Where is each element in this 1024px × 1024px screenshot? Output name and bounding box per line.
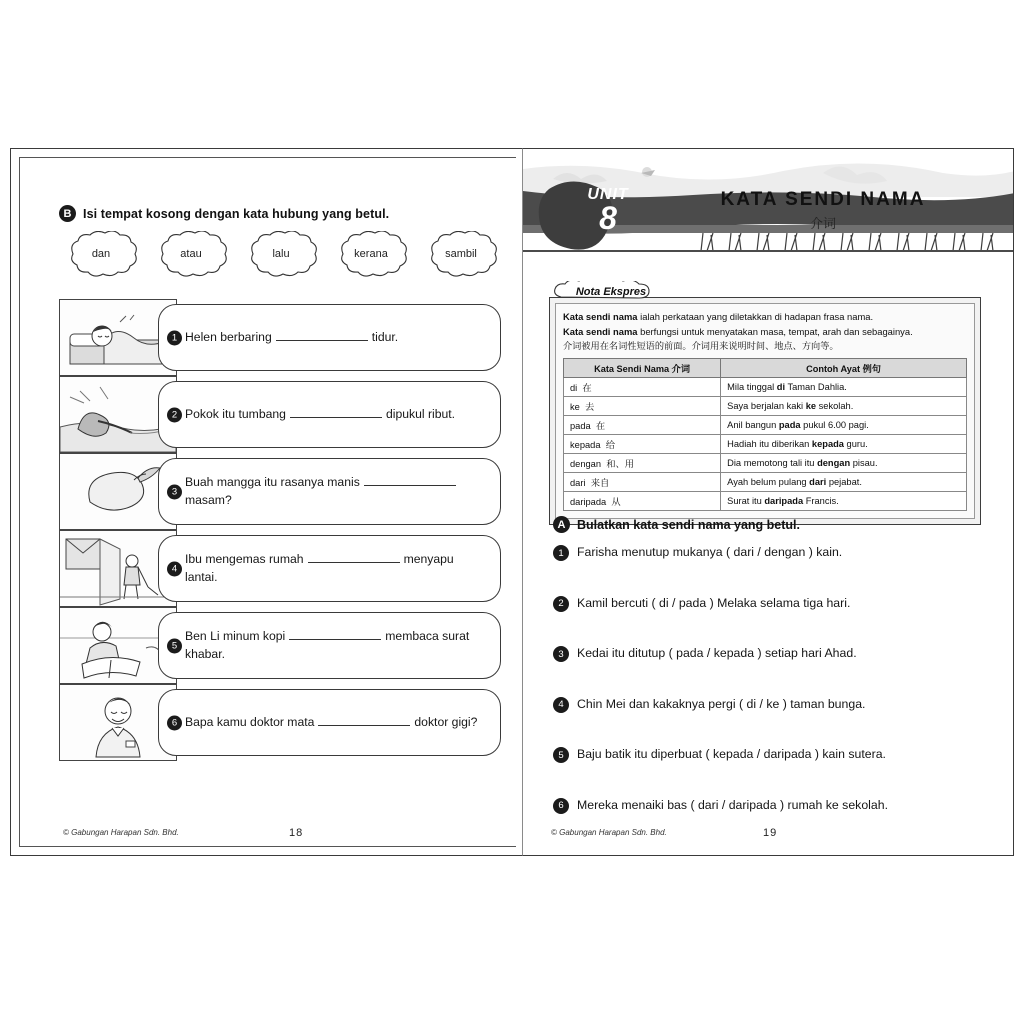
question-text: Kedai itu ditutup ( pada / kepada ) setiap hari Ahad. bbox=[577, 646, 857, 660]
question-row[interactable] bbox=[553, 696, 993, 747]
question-text bbox=[185, 551, 486, 586]
nota-line-2-term: Kata sendi nama bbox=[563, 326, 638, 338]
question-number: 1 bbox=[167, 330, 182, 345]
question-text-post: menyapu lantai. bbox=[185, 551, 454, 584]
table-cell-kata bbox=[564, 435, 721, 454]
nota-line-cn: 介词被用在名词性短语的前面。介词用来说明时间、地点、方向等。 bbox=[563, 341, 839, 352]
question-number: 4 bbox=[167, 561, 182, 576]
table-cell-example: Ayah belum pulang dari pejabat. bbox=[721, 473, 967, 492]
question-row[interactable] bbox=[553, 544, 993, 595]
table-row bbox=[564, 492, 967, 511]
question-number: 6 bbox=[167, 715, 182, 730]
kata-ms: daripada bbox=[570, 497, 607, 508]
nota-ekspres-box bbox=[549, 297, 981, 525]
section-letter-badge: A bbox=[553, 516, 570, 533]
question-text: Chin Mei dan kakaknya pergi ( di / ke ) taman bunga. bbox=[577, 696, 866, 711]
question-text-pre: Buah mangga itu rasanya manis bbox=[185, 474, 360, 489]
question-text: Baju batik itu diperbuat ( kepada / daripada ) kain sutera. bbox=[577, 747, 886, 761]
word-bank-item[interactable] bbox=[151, 231, 231, 277]
kata-ms: dari bbox=[570, 478, 586, 489]
kata-cn: 在 bbox=[595, 421, 606, 432]
answer-blank[interactable] bbox=[290, 406, 382, 418]
kata-sendi-table bbox=[563, 358, 967, 511]
question-text-pre: Bapa kamu doktor mata bbox=[185, 714, 315, 729]
nota-line-1-rest: ialah perkataan yang diletakkan di hadapan frasa nama. bbox=[637, 311, 874, 322]
question-row bbox=[59, 453, 501, 530]
kata-cn: 来自 bbox=[590, 478, 610, 489]
table-row bbox=[564, 397, 967, 416]
section-b-heading bbox=[59, 205, 389, 222]
answer-blank[interactable] bbox=[289, 628, 381, 640]
question-bubble bbox=[158, 304, 501, 371]
question-number: 3 bbox=[167, 484, 182, 499]
table-row bbox=[564, 416, 967, 435]
right-question-list bbox=[553, 544, 993, 847]
question-text-pre: Ben Li minum kopi bbox=[185, 628, 286, 643]
table-cell-kata bbox=[564, 454, 721, 473]
question-number: 4 bbox=[553, 697, 569, 713]
question-text-pre: Pokok itu tumbang bbox=[185, 406, 286, 421]
question-text-pre: Ibu mengemas rumah bbox=[185, 551, 304, 566]
kata-ms: kepada bbox=[570, 440, 601, 451]
table-cell-kata bbox=[564, 397, 721, 416]
nota-line-1 bbox=[563, 310, 967, 324]
question-text bbox=[185, 406, 455, 424]
question-number: 5 bbox=[167, 638, 182, 653]
page-number: 19 bbox=[763, 827, 778, 839]
section-a-heading bbox=[553, 516, 800, 533]
answer-blank[interactable] bbox=[308, 551, 400, 563]
table-row bbox=[564, 473, 967, 492]
question-text-pre: Helen berbaring bbox=[185, 329, 272, 344]
question-text-post: doktor gigi? bbox=[414, 714, 478, 729]
nota-ekspres-tab bbox=[551, 281, 671, 303]
question-number: 1 bbox=[553, 545, 569, 561]
table-cell-kata bbox=[564, 492, 721, 511]
table-header-row bbox=[564, 359, 967, 378]
question-bubble bbox=[158, 689, 501, 756]
question-row bbox=[59, 299, 501, 376]
question-text bbox=[185, 474, 460, 509]
footer-credit: © Gabungan Harapan Sdn. Bhd. bbox=[551, 828, 667, 837]
word-bank-label: atau bbox=[180, 248, 202, 260]
word-bank-label: lalu bbox=[272, 248, 290, 260]
question-row[interactable] bbox=[553, 746, 993, 797]
question-row[interactable] bbox=[553, 645, 993, 696]
unit-label: UNIT bbox=[587, 186, 629, 203]
question-text: Farisha menutup mukanya ( dari / dengan ) kain. bbox=[577, 545, 843, 559]
question-row bbox=[59, 607, 501, 684]
table-header-kata: Kata Sendi Nama 介词 bbox=[564, 359, 721, 378]
left-page bbox=[10, 148, 522, 856]
unit-title-cn: 介词 bbox=[809, 216, 836, 231]
table-row bbox=[564, 378, 967, 397]
question-bubble bbox=[158, 381, 501, 448]
word-bank-item[interactable] bbox=[241, 231, 321, 277]
unit-title bbox=[673, 189, 973, 232]
question-number: 6 bbox=[553, 798, 569, 814]
word-bank-label: dan bbox=[91, 248, 111, 260]
unit-badge bbox=[569, 186, 647, 236]
question-text bbox=[185, 329, 398, 347]
kata-cn: 和、用 bbox=[606, 459, 635, 470]
book-spread bbox=[10, 148, 1014, 856]
table-row bbox=[564, 454, 967, 473]
footer-credit: © Gabungan Harapan Sdn. Bhd. bbox=[63, 828, 179, 837]
question-row[interactable] bbox=[553, 797, 993, 848]
table-cell-example: Dia memotong tali itu dengan pisau. bbox=[721, 454, 967, 473]
answer-blank[interactable] bbox=[364, 474, 456, 486]
question-number: 3 bbox=[553, 646, 569, 662]
question-row bbox=[59, 376, 501, 453]
question-text-post: dipukul ribut. bbox=[385, 406, 456, 421]
question-bubble bbox=[158, 458, 501, 525]
nota-line-1-term: Kata sendi nama bbox=[563, 311, 638, 322]
answer-blank[interactable] bbox=[276, 329, 368, 341]
right-page bbox=[522, 148, 1014, 856]
word-bank-item[interactable] bbox=[331, 231, 411, 277]
nota-line-2 bbox=[563, 325, 967, 339]
kata-cn: 给 bbox=[605, 440, 615, 451]
kata-ms: dengan bbox=[570, 459, 602, 470]
question-text-post: masam? bbox=[185, 492, 232, 507]
section-a-instruction: Bulatkan kata sendi nama yang betul. bbox=[577, 517, 800, 532]
table-cell-kata bbox=[564, 378, 721, 397]
question-text-post: tidur. bbox=[371, 329, 399, 344]
kata-ms: pada bbox=[570, 421, 591, 432]
kata-cn: 去 bbox=[585, 402, 595, 413]
table-cell-example: Surat itu daripada Francis. bbox=[721, 492, 967, 511]
kata-cn: 从 bbox=[611, 497, 621, 508]
table-header-contoh: Contoh Ayat 例句 bbox=[721, 359, 967, 378]
kata-ms: ke bbox=[570, 402, 580, 413]
table-cell-kata bbox=[564, 473, 721, 492]
question-text: Mereka menaiki bas ( dari / daripada ) rumah ke sekolah. bbox=[577, 797, 888, 812]
question-row[interactable] bbox=[553, 595, 993, 646]
table-cell-example: Anil bangun pada pukul 6.00 pagi. bbox=[721, 416, 967, 435]
table-cell-example: Mila tinggal di Taman Dahlia. bbox=[721, 378, 967, 397]
word-bank-item[interactable] bbox=[421, 231, 501, 277]
nota-line-2-rest: berfungsi untuk menyatakan masa, tempat, arah dan sebagainya. bbox=[637, 326, 913, 338]
word-bank-label: sambil bbox=[445, 248, 477, 260]
answer-blank[interactable] bbox=[318, 714, 410, 726]
question-number: 2 bbox=[553, 596, 569, 612]
question-number: 2 bbox=[167, 407, 182, 422]
left-question-list bbox=[59, 299, 501, 761]
nota-inner bbox=[555, 303, 975, 519]
question-text bbox=[185, 628, 486, 663]
kata-cn: 在 bbox=[582, 383, 592, 394]
question-row bbox=[59, 684, 501, 761]
question-bubble bbox=[158, 535, 501, 602]
nota-ekspres-label: Nota Ekspres bbox=[575, 286, 647, 298]
table-cell-example: Saya berjalan kaki ke sekolah. bbox=[721, 397, 967, 416]
question-text bbox=[185, 714, 477, 732]
question-row bbox=[59, 530, 501, 607]
question-bubble bbox=[158, 612, 501, 679]
question-number: 5 bbox=[553, 747, 569, 763]
question-text: Kamil bercuti ( di / pada ) Melaka selama tiga hari. bbox=[577, 595, 851, 610]
table-cell-example: Hadiah itu diberikan kepada guru. bbox=[721, 435, 967, 454]
question-text-post: membaca surat khabar. bbox=[185, 628, 470, 661]
unit-title-ms: KATA SENDI NAMA bbox=[720, 189, 926, 210]
word-bank bbox=[61, 231, 501, 277]
unit-number: 8 bbox=[599, 200, 617, 236]
table-cell-kata bbox=[564, 416, 721, 435]
page-number: 18 bbox=[289, 827, 304, 839]
word-bank-item[interactable] bbox=[61, 231, 141, 277]
table-row bbox=[564, 435, 967, 454]
kata-ms: di bbox=[570, 383, 578, 394]
word-bank-label: kerana bbox=[354, 248, 388, 260]
section-b-instruction: Isi tempat kosong dengan kata hubung yang betul. bbox=[83, 206, 390, 221]
section-letter-badge: B bbox=[59, 205, 76, 222]
